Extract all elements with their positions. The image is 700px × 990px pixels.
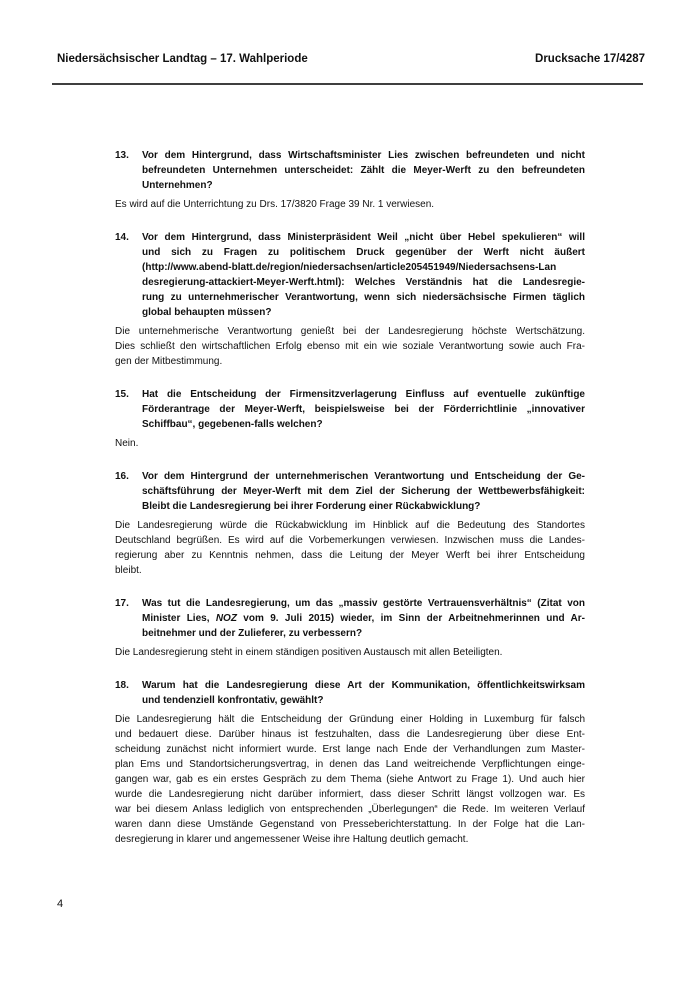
question-block (115, 596, 585, 641)
text-line: gangen war, gab es ein erstes Gespräch zu dem Thema (siehe Antwort zu Frage 1). Und auch hier (115, 774, 585, 785)
answer-paragraph (115, 712, 585, 847)
text-line: Warum hat die Landesregierung diese Art der Kommunikation, öffentlichkeitswirksam (142, 680, 585, 691)
text-line: und tendenziell konfrontativ, gewählt? (142, 695, 324, 706)
answer-paragraph (115, 324, 585, 369)
question-block (115, 469, 585, 514)
page-number: 4 (57, 898, 64, 910)
question-number: 17. (115, 598, 129, 609)
text-line: (http://www.abend-blatt.de/region/niedersachsen/article205451949/Niedersachsens-Lan (142, 262, 557, 273)
text-line: Förderantrage der Meyer-Werft, beispielsweise bei der Förderrichtlinie „innovativer (142, 404, 585, 415)
text-line: beitnehmer und der Zulieferer, zu verbessern? (142, 628, 363, 639)
text-line: Nein. (115, 438, 139, 449)
text-line: rung zu unternehmerischer Verantwortung, wenn sich niedersächsische Firmen täglich (142, 292, 585, 303)
text-segment: Minister Lies, (142, 613, 216, 624)
question-block (115, 148, 585, 193)
text-line: Unternehmen? (142, 180, 213, 191)
text-line: und sich zu Fragen zu politischem Druck gegenüber der Werft nicht äußert (142, 247, 585, 258)
text-line: Es wird auf die Unterrichtung zu Drs. 17/3820 Frage 39 Nr. 1 verwiesen. (115, 199, 435, 210)
text-line: scheidung zunächst nicht informiert wurde. Erst lange nach Ende der Verhandlungen zum Master- (115, 744, 585, 755)
text-segment: vom 9. Juli 2015) wieder, im Sinn der Arbeitnehmerinnen und Ar- (236, 613, 585, 624)
question-number: 16. (115, 471, 129, 482)
text-line: befreundeten Unternehmen unterscheidet: Zählt die Meyer-Werft zu den befreundeten (142, 165, 585, 176)
question-number: 18. (115, 680, 129, 691)
text-line: gen der Mitbestimmung. (115, 356, 223, 367)
header-parliament-title: Niedersächsischer Landtag – 17. Wahlperiode (57, 53, 308, 65)
text-line: war bei diesem Anlass lediglich von entsprechenden „Überlegungen“ die Rede. Im weiteren Verlauf (115, 804, 585, 815)
header-divider-rule (52, 83, 643, 85)
text-line: waren dann diese Umstände Gegenstand von Presseberichterstattung. In der Folge hat die Lan- (115, 819, 585, 830)
document-header (57, 53, 645, 65)
text-line: Vor dem Hintergrund, dass Wirtschaftsminister Lies zwischen befreundeten und nicht (142, 150, 585, 161)
question-text (142, 469, 585, 514)
text-line: Vor dem Hintergrund der unternehmerischen Verantwortung und Entscheidung der Ge- (142, 471, 585, 482)
text-line: Die Landesregierung steht in einem ständigen positiven Austausch mit allen Beteiligten. (115, 647, 503, 658)
question-text (142, 678, 585, 708)
text-line: Vor dem Hintergrund, dass Ministerpräsident Weil „nicht über Hebel spekulieren“ will (142, 232, 585, 243)
text-line: Dies schließt den wirtschaftlichen Erfolg ebenso mit ein wie soziale Verantwortung sowie auch Fra- (115, 341, 585, 352)
text-line (142, 611, 585, 626)
text-line: Deutschland begrüßen. Es wird auf die Vorbemerkungen verwiesen. Inzwischen muss die Landes- (115, 535, 585, 546)
question-number: 13. (115, 150, 129, 161)
text-line: Was tut die Landesregierung, um das „massiv gestörte Vertrauensverhältnis“ (Zitat von (142, 598, 585, 609)
text-line: plan Ems und Standortsicherungsvertrag, in denen das Land weitreichende Verpflichtungen einge- (115, 759, 585, 770)
text-line: desregierung in klarer und angemessener Weise ihre Haltung deutlich gemacht. (115, 834, 469, 845)
text-line: bleibt. (115, 565, 142, 576)
text-line: und bedauert diese. Darüber hinaus ist festzuhalten, dass die Landesregierung über diese Ent- (115, 729, 585, 740)
answer-paragraph (115, 518, 585, 578)
question-block (115, 230, 585, 320)
answer-paragraph (115, 645, 585, 660)
text-line: Die Landesregierung würde die Rückabwicklung im Hinblick auf die Bedeutung des Standortes (115, 520, 585, 531)
text-line: Die unternehmerische Verantwortung genießt bei der Landesregierung höchste Wertschätzung. (115, 326, 585, 337)
answer-paragraph (115, 197, 585, 212)
answer-paragraph (115, 436, 585, 451)
question-text (142, 148, 585, 193)
question-number: 14. (115, 232, 129, 243)
text-line: Bleibt die Landesregierung bei ihrer Forderung einer Rückabwicklung? (142, 501, 481, 512)
question-block (115, 387, 585, 432)
text-line: Schiffbau“, gegebenen-falls welchen? (142, 419, 323, 430)
text-line: Die Landesregierung hält die Entscheidung der Gründung einer Holding in Luxemburg für falsch (115, 714, 585, 725)
question-text (142, 596, 585, 641)
italic-text-segment: NOZ (215, 613, 237, 624)
header-document-number: Drucksache 17/4287 (535, 53, 645, 65)
question-text (142, 230, 585, 320)
text-line: global behaupten müssen? (142, 307, 272, 318)
text-line: regierung aber zu Kenntnis nehmen, dass die Leitung der Meyer Werft bei ihrer Entscheidung (115, 550, 585, 561)
text-line: desregierung-attackiert-Meyer-Werft.html): Welches Verständnis hat die Landesregie- (142, 277, 585, 288)
question-block (115, 678, 585, 708)
text-line: schäftsführung der Meyer-Werft mit dem Ziel der Sicherung der Wettbewerbsfähigkeit: (142, 486, 585, 497)
qa-list (115, 86, 585, 847)
text-line: Hat die Entscheidung der Firmensitzverlagerung Einfluss auf eventuelle zukünftige (142, 389, 585, 400)
question-number: 15. (115, 389, 129, 400)
question-text (142, 387, 585, 432)
text-line: wurde die Landesregierung nicht darüber informiert, dass dieser Schritt längst vollzogen war. Es (115, 789, 585, 800)
